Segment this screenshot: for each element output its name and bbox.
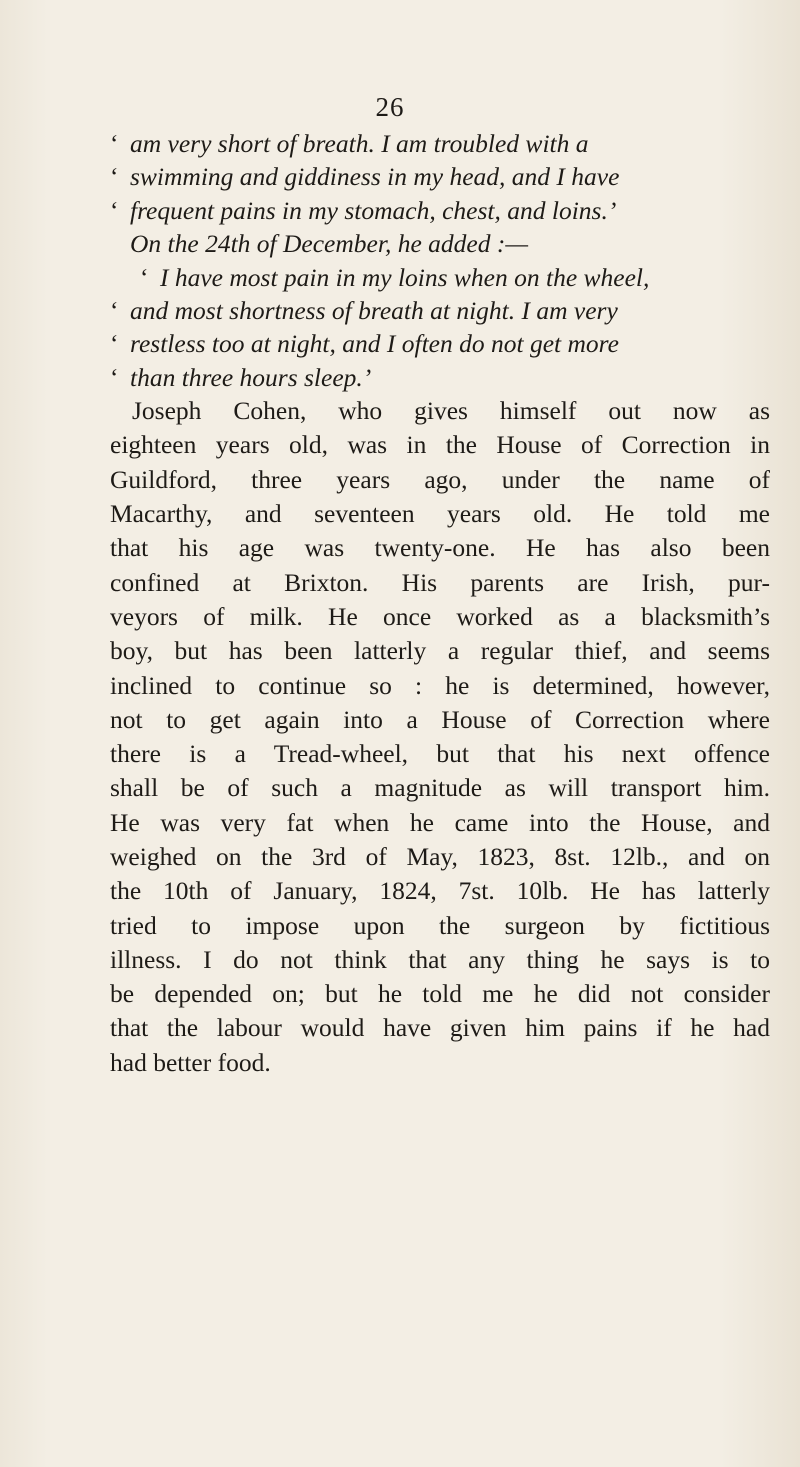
quote-line	[110, 327, 770, 360]
paragraph-line: shall be of such a magnitude as will transport him.	[110, 773, 770, 803]
quote-mark: ‘	[110, 329, 119, 359]
paragraph-line: tried to impose upon the surgeon by fictitious	[110, 910, 770, 940]
paragraph-line: eighteen years old, was in the House of Correction in	[110, 430, 770, 460]
quote-mark: ‘	[110, 162, 119, 192]
quote-line	[110, 194, 770, 227]
paragraph-line: be depended on; but he told me he did not consider	[110, 979, 770, 1009]
quote-mark: ‘	[110, 295, 119, 325]
quote-mark: ‘	[110, 129, 119, 158]
paragraph-line: Joseph Cohen, who gives himself out now as	[132, 396, 770, 426]
december-heading	[110, 227, 770, 260]
paragraph-line: He was very fat when he came into the House, and	[110, 807, 770, 837]
quote-block-2	[110, 261, 770, 395]
quote-line	[110, 127, 770, 160]
quote-mark: ‘	[110, 362, 119, 392]
paragraph-line: not to get again into a House of Correction where	[110, 704, 770, 734]
quote-line	[110, 261, 770, 294]
paragraph-line: confined at Brixton. His parents are Irish, pur-	[110, 567, 770, 597]
paragraph-line: the 10th of January, 1824, 7st. 10lb. He has latterly	[110, 876, 770, 906]
paragraph-line: weighed on the 3rd of May, 1823, 8st. 12lb., and on	[110, 841, 770, 871]
body-text	[110, 127, 770, 1080]
december-line: On the 24th of December, he added :—	[130, 229, 528, 259]
quote-line-text: swimming and giddiness in my head, and I have	[130, 162, 620, 192]
quote-mark: ‘	[110, 195, 119, 225]
paragraph-line: Macarthy, and seventeen years old. He told me	[110, 499, 770, 529]
quote-line-text: restless too at night, and I often do not get more	[130, 329, 619, 359]
quote-mark: ‘	[140, 262, 149, 292]
quote-block-1	[110, 127, 770, 227]
paragraph-line: there is a Tread-wheel, but that his next offence	[110, 739, 770, 769]
quote-line-text: am very short of breath. I am troubled with a	[130, 129, 589, 158]
quote-line-text: than three hours sleep.’	[130, 362, 372, 392]
paragraph-joseph-cohen	[110, 394, 770, 1080]
paragraph-line: veyors of milk. He once worked as a blacksmith’s	[110, 601, 770, 631]
quote-line	[110, 361, 770, 394]
paragraph-line: that his age was twenty-one. He has also been	[110, 533, 770, 563]
quote-line-text: frequent pains in my stomach, chest, and loins.’	[130, 195, 617, 225]
quote-line	[110, 160, 770, 193]
paragraph-line: illness. I do not think that any thing he says is to	[110, 944, 770, 974]
quote-line-text: and most shortness of breath at night. I am very	[130, 295, 618, 325]
paragraph-line: inclined to continue so : he is determined, however,	[110, 670, 770, 700]
paragraph-line: had better food.	[110, 1047, 271, 1077]
paragraph-line: that the labour would have given him pains if he had	[110, 1013, 770, 1043]
page-number: 26	[375, 92, 405, 122]
paragraph-line: Guildford, three years ago, under the name of	[110, 464, 770, 494]
quote-line-text: I have most pain in my loins when on the wheel,	[160, 262, 650, 292]
quote-line	[110, 294, 770, 327]
paragraph-line: boy, but has been latterly a regular thief, and seems	[110, 636, 770, 666]
